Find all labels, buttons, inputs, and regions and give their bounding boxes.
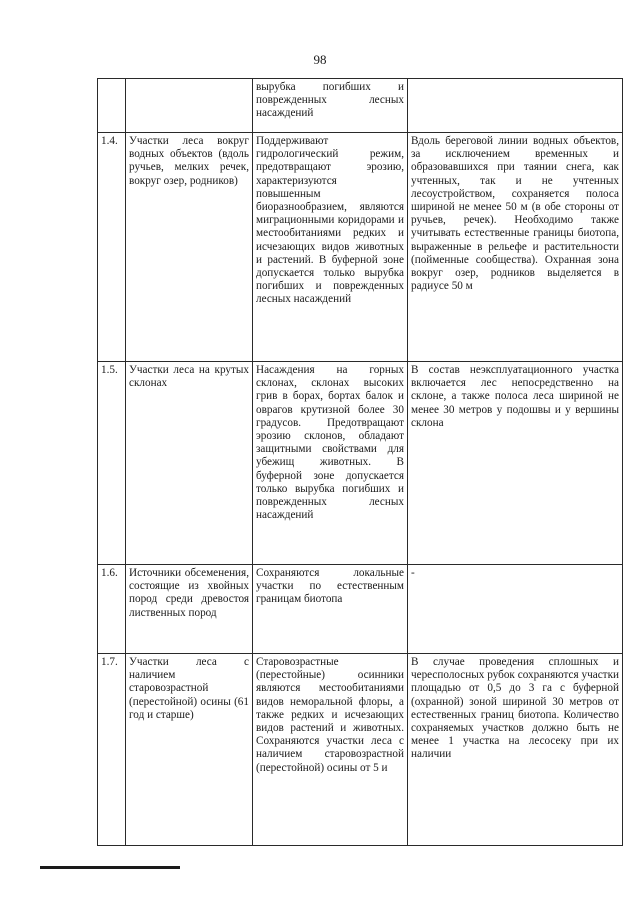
width-cell: - — [408, 565, 623, 654]
site-name-cell — [126, 79, 253, 133]
table-row — [98, 133, 623, 362]
features-cell: Насаждения на горных склонах, склонах высоких грив в борах, бортах балок и оврагов крутизной более 30 градусов. Предотвращают эрозию склонов, обладают защитными свойствами для убежищ животных. В буферной зоне допускается только вырубка погибших и поврежденных лесных насаждений — [253, 362, 408, 565]
row-number — [98, 79, 126, 133]
row-number: 1.4. — [98, 133, 126, 362]
biotope-table — [97, 78, 623, 846]
footnote-rule — [40, 866, 180, 869]
features-cell: Старовозрастные (перестойные) осинники являются местообитаниями видов неморальной флоры, а также редких и исчезающих видов растений и животных. Сохраняются участки леса с наличием старовозрастной (перестойной) осины от 5 и — [253, 654, 408, 846]
width-cell — [408, 79, 623, 133]
width-cell: Вдоль береговой линии водных объектов, за исключением временных и образовавшихся при таянии снега, как учтенных, так и не учтенных лесоустройством, сохраняется полоса шириной не менее 50 м (в обе стороны от ручьев, речек). Необходимо также учитывать естественные границы биотопа, выраженные в рельефе и растительности (пойменные сообщества). Охранная зона вокруг озер, родников выделяется в радиусе 50 м — [408, 133, 623, 362]
row-number: 1.5. — [98, 362, 126, 565]
site-name-cell: Участки леса на крутых склонах — [126, 362, 253, 565]
width-cell: В случае проведения сплошных и чересполосных рубок сохраняются участки площадью от 0,5 до 3 га с буферной (охранной) зоной шириной 30 метров от естественных границ биотопа. Количество сохраняемых участков должно быть не менее 1 участка на лесосеку при их наличии — [408, 654, 623, 846]
site-name-cell: Участки леса вокруг водных объектов (вдоль ручьев, мелких речек, вокруг озер, родников) — [126, 133, 253, 362]
site-name-cell: Источники обсеменения, состоящие из хвойных пород среди древостоя лиственных пород — [126, 565, 253, 654]
features-cell: Сохраняются локальные участки по естественным границам биотопа — [253, 565, 408, 654]
table-row — [98, 654, 623, 846]
row-number: 1.7. — [98, 654, 126, 846]
row-number: 1.6. — [98, 565, 126, 654]
width-cell: В состав неэксплуатационного участка включается лес непосредственно на склоне, а также полоса леса шириной не менее 30 метров у подошвы и у вершины склона — [408, 362, 623, 565]
features-cell: Поддерживают гидрологический режим, предотвращают эрозию, характеризуются повышенным биоразнообразием, являются миграционными коридорами и местообитаниями редких и исчезающих видов животных и растений. В буферной зоне допускается только вырубка погибших и поврежденных лесных насаждений — [253, 133, 408, 362]
table-row — [98, 565, 623, 654]
site-name-cell: Участки леса с наличием старовозрастной (перестойной) осины (61 год и старше) — [126, 654, 253, 846]
features-cell: вырубка погибших и поврежденных лесных насаждений — [253, 79, 408, 133]
table-row — [98, 79, 623, 133]
table-row — [98, 362, 623, 565]
page-number: 98 — [313, 52, 327, 67]
